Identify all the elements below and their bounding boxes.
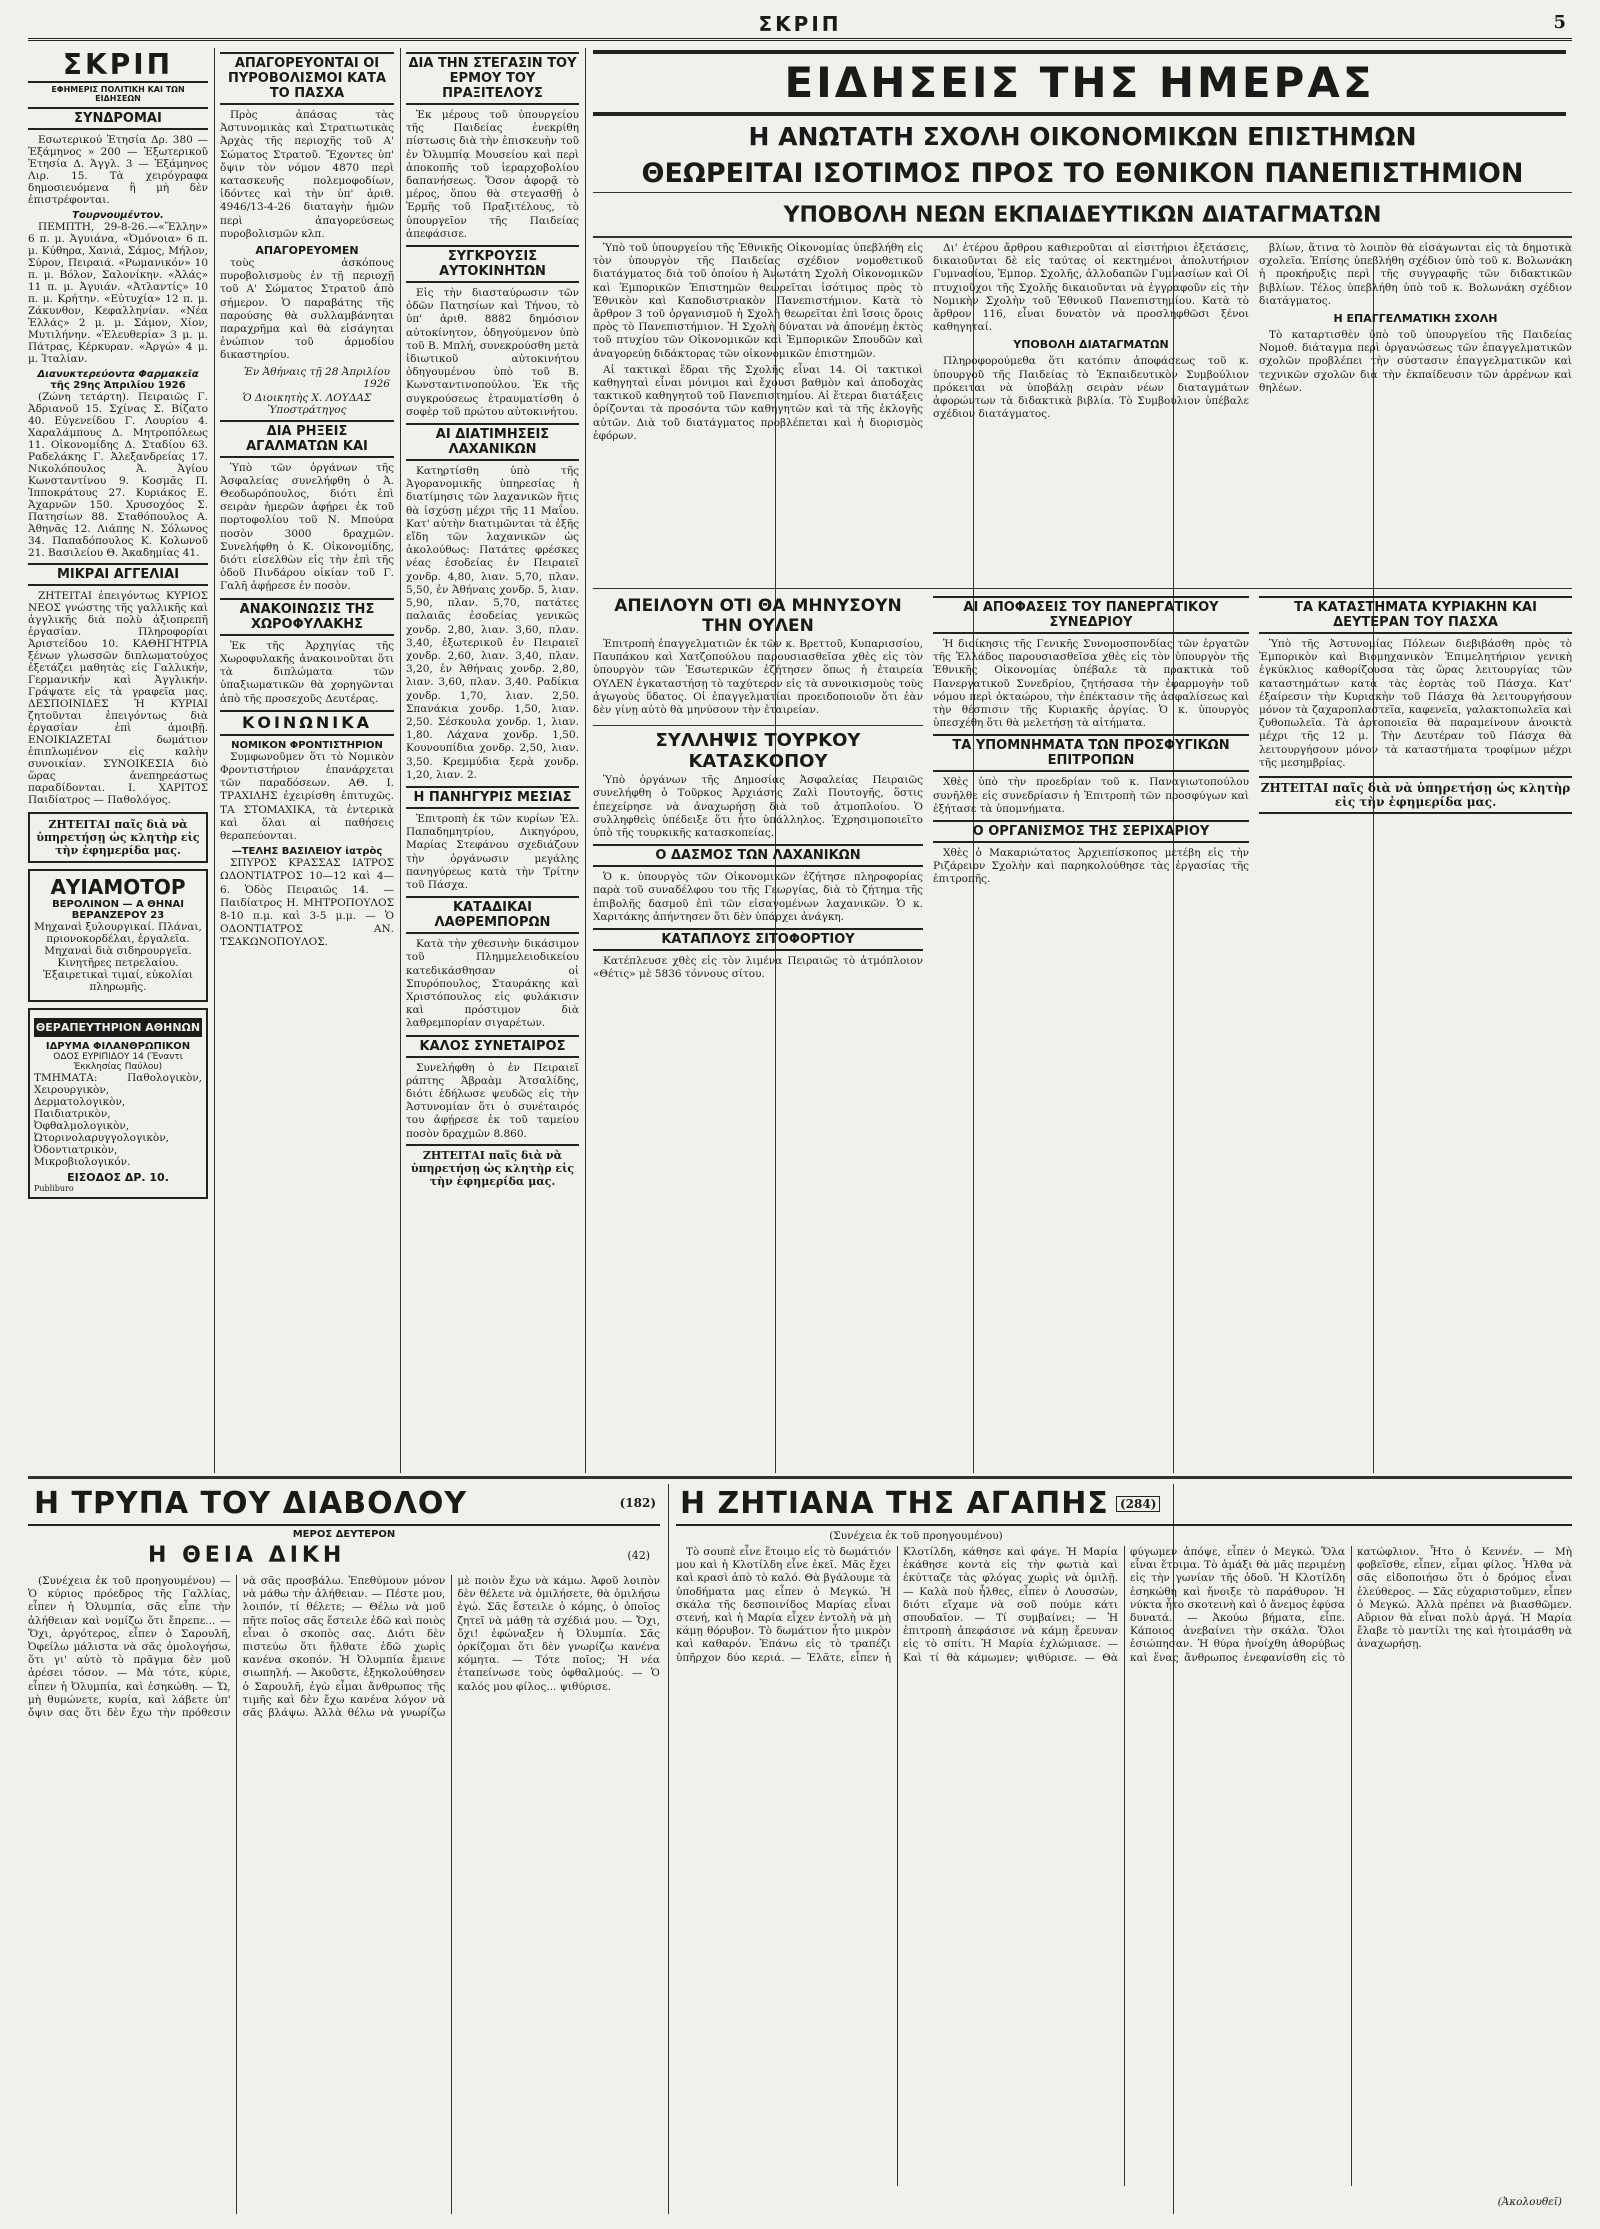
serial-2-continuation: (Συνέχεια ἐκ τοῦ προηγουμένου) (829, 1530, 1003, 1542)
article-text: Ὑπὸ τῶν ὀργάνων τῆς Ἀσφαλείας συνελήφθη ὁ Ἀ. Θεοδωρόπουλος, διότι ἐπὶ σειρὰν ἡμερῶν ἀφῄρει ἐκ τοῦ πορτοφολίου τοῦ Ν. Μπούρα ποσὸν 3000 δραχμῶν. Συνελήφθη ὁ Κ. Οἰκονομίδης, διότι εἰσελθὼν εἰς τὴν ἐπὶ τῆς ὁδοῦ Πινδάρου οἰκίαν τοῦ Γ. Γαλῆ ἀφῄρεσε ἐν ποσὸν. (220, 461, 394, 593)
ad-address: ΒΕΡΑΝΖΕΡΟΥ 23 (71, 910, 165, 921)
article-heading: ΑΝΑΚΟΙΝΩΣΙΣ ΤΗΣ ΧΩΡΟΦΥΛΑΚΗΣ (220, 598, 394, 636)
news-heading: ΑΠΕΙΛΟΥΝ ΟΤΙ ΘΑ ΜΗΝΥΣΟΥΝ ΤΗΝ ΟΥΛΕΝ (614, 596, 902, 636)
column-1 (28, 48, 208, 1468)
news-text: Ὑπὸ τῆς Ἀστυνομίας Πόλεων διεβιβάσθη πρὸς τὸ Ἐμπορικὸν καὶ Βιομηχανικὸν Ἐπιμελητήριον γενικὴ ἐγκύκλιος καθορίζουσα τὰς ὥρας λειτουργίας τῶν καταστημάτων κατὰ τὰς ἑορτὰς τοῦ Πάσχα. Κατ' ἐξαίρεσιν τὴν Κυριακὴν τοῦ Πάσχα θὰ λειτουργήσουν μόνον τὰ ζαχαροπλαστεῖα, καφενεῖα, γαλακτοπωλεῖα καὶ ζυθοπωλεῖα. Τὰ ἀρτοποιεῖα θὰ παραμείνουν ἀνοικτὰ μέχρι τῆς 12 μ. Τὴν Δευτέραν τοῦ Πάσχα θὰ λειτουργήσουν μόνον τὰ καταστήματα τροφίμων μέχρι τῆς μεσημβρίας. (1259, 638, 1572, 769)
article-heading: ΑΙ ΔΙΑΤΙΜΗΣΕΙΣ ΛΑΧΑΝΙΚΩΝ (406, 423, 579, 461)
clinic-heading: ΘΕΡΑΠΕΥΤΗΡΙΟΝ ΑΘΗΝΩΝ (34, 1018, 202, 1037)
shipping-text: ΠΕΜΠΤΗ, 29-8-26.—«Ἕλλην» 6 π. μ. Ἀγυιάνα, «Ὀμόνοια» 6 π. μ. Κύθηρα, Χανιά, Σάμος, Μήλον, Σύρον, Πειραιά. «Ρωμανικόν» 10 π. μ. Βόλον, Σαλονίκην. «Ἀλάς» 11 π. μ. Ἀγυιάν. «Ἀτλαντίς» 10 π. μ. Κρήτην. «Εὐτυχία» 12 π. μ. Ζάκυνθον, Κεφαλληνίαν. «Νέα Ἑλλάς» 2 μ. μ. Σάμον, Χίον, Μυτιλήνην. «Ἐλευθερία» 3 μ. μ. Πάτρας, Κέρκυραν. «Ἀργώ» 4 μ. μ. Ἰταλίαν. (28, 221, 208, 365)
serial-1-subtitle: Η ΘΕΙΑ ΔΙΚΗ (148, 1543, 346, 1568)
article-text: Συνελήφθη ὁ ἐν Πειραιεῖ ράπτης Ἀβραὰμ Ἀτσαλίδης, διότι ἐδήλωσε ψευδῶς εἰς τὴν Ἀστυνομίαν ὅτι ὁ συνέταιρός του ἀφῄρεσε ἐκ τοῦ ταμείου ποσὸν δραχμῶν 8.860. (406, 1061, 579, 1140)
news-text: Ὁ κ. ὑπουργὸς τῶν Οἰκονομικῶν ἐζήτησε πληροφορίας παρὰ τοῦ συναδέλφου του τῆς Γεωργίας, διὰ τὸ ζήτημα τῆς ἐπιβολῆς δασμοῦ ἐπὶ τῶν εἰσαγομένων λαχανικῶν. Ὁ κ. Χαριτάκης ἀπήντησεν ὅτι δὲν ὑπάρχει ἀνάγκη. (593, 871, 923, 923)
news-heading: ΚΑΤΑΠΛΟΥΣ ΣΙΤΟΦΟΡΤΙΟΥ (593, 928, 923, 951)
serial-2-text: Τὸ σουπὲ εἶνε ἕτοιμο εἰς τὸ δωμάτιόν μου καὶ ἡ Κλοτίλδη εἶνε ἐκεῖ. Μᾶς ἔχει καὶ κρασὶ ἀπὸ τὸ καλό. Θὰ βγάλουμε τὰ ὑποδήματα μας εἶπεν ὁ Μεγκώ. Ἡ σκάλα τῆς δεσποινίδος Μαρίας εἶναι στενή, καὶ ἡ Μαρία εἶχεν ἐντολὴ νὰ μὴ κάμῃ θόρυβον. Τὸ δωμάτιον ἦτο μικρὸν καὶ καθαρόν. Ἐπάνω εἰς τὸ τραπέζι ὑπῆρχον δύο κεριά. — Ἐλᾶτε, εἶπεν ἡ Κλοτίλδη, κάθησε καὶ φάγε. Ἡ Μαρία ἐκάθησε κοντὰ εἰς τὴν φωτιὰ καὶ ἐκύτταζε τὰς φλόγας χωρὶς νὰ ὁμιλῇ. — Καλὰ ποὺ ἦλθες, εἶπεν ὁ Λουσσὼν, διότι εἴχαμε νὰ σοῦ πούμε κάτι σπουδαῖον. — Τί συμβαίνει; — Ἡ ἐπιτροπὴ ἀπεφάσισε νὰ κάμῃ ἔρευναν εἰς τὸ σπίτι. Ἡ Μαρία ἐχλώμιασε. — Καὶ τί θὰ κάμωμεν; ψιθύρισε. — Θὰ φύγωμεν ἀπόψε, εἶπεν ὁ Μεγκώ. Ὅλα εἶναι ἕτοιμα. Τὸ ἁμάξι θὰ μᾶς περιμένῃ εἰς τὴν γωνίαν τῆς ὁδοῦ. Ἡ Κλοτίλδη ἐσηκώθη καὶ ἤνοιξε τὸ παράθυρον. Ἡ νύκτα ἦτο σκοτεινὴ καὶ ὁ ἄνεμος ἐφύσα δυνατά. — Ἀκούω βήματα, εἶπε. Κάποιος ἀνεβαίνει τὴν σκάλα. Ὅλοι ἐσιώπησαν. Ἡ θύρα ἠνοίχθη ἀθορύβως καὶ ἕνας ἄνθρωπος ἐνεφανίσθη εἰς τὸ κατώφλιον. Ἦτο ὁ Κεννέν. — Μὴ φοβεῖσθε, εἶπεν, εἶμαι φίλος. Ἦλθα νὰ σᾶς εἰδοποιήσω ὅτι ὁ δρόμος εἶναι ἐλεύθερος. — Σᾶς εὐχαριστοῦμεν, εἶπεν ὁ Μεγκώ. Ἀλλὰ πρέπει νὰ βιασθῶμεν. Αὔριον θὰ εἶναι πολὺ ἀργά. Ἡ Μαρία ἔλαβε τὸ μαντίλι της καὶ ἠτοιμάσθη νὰ ἀναχωρήσῃ. (676, 1546, 1572, 1664)
news-text: Ἐπιτροπὴ ἐπαγγελματιῶν ἐκ τῶν κ. Βρεττοῦ, Κυπαρισσίου, Παυπάκου καὶ Χατζοπούλου παρουσιασθεῖσα χθὲς εἰς τὸν ὑπουργὸν τῶν Ἐσωτερικῶν ἐζήτησεν ὅπως ἡ ἑταιρεία ΟΥΛΕΝ ἐγκαταστήσῃ τὸ ταχύτερον εἰς τὰ συνοικισμοὺς τοὺς ἀγωγοὺς ὕδατος. Οἱ ἐπαγγελματίαι προειδοποιοῦν ὅτι ἐὰν δὲν γίνῃ αὐτὸ θὰ μηνύσουν τὴν ἑταιρείαν. (593, 638, 923, 717)
page-number: 5 (1553, 12, 1566, 33)
news-lead-col-c (1259, 242, 1572, 582)
article-heading: ΚΑΛΟΣ ΣΥΝΕΤΑΙΡΟΣ (406, 1035, 579, 1058)
ad-text: Μηχαναὶ ξυλουργικαί. Πλάναι, πριονοκορδέλαι, ἐργαλεῖα. Μηχαναὶ διὰ σιδηρουργεῖα. Κινητῆρες πετρελαίου. Ἐξαιρετικαὶ τιμαί, εὐκολίαι πληρωμῆς. (34, 921, 202, 993)
clinic-subtitle: ΙΔΡΥΜΑ ΦΙΛΑΝΘΡΩΠΙΚΟΝ (45, 1041, 191, 1052)
news-heading: Ο ΔΑΣΜΟΣ ΤΩΝ ΛΑΧΑΝΙΚΩΝ (593, 844, 923, 867)
serial-1-body (28, 1575, 660, 2214)
article-text: Εἰς τὴν διασταύρωσιν τῶν ὁδῶν Πατησίων καὶ Τήνου, τὸ ὑπ' ἀριθ. 8882 δημόσιον αὐτοκίνητον, ὁδηγούμενον ὑπὸ τοῦ Β. Μπλή, συνεκρούσθη μετὰ ἰδιωτικοῦ αὐτοκινήτου ὁδηγουμένου ὑπὸ τοῦ Β. Κωνσταντινοπούλου. Ἐκ τῆς συγκρούσεως ἐτραυματίσθη ὁ σοφὲρ τοῦ πρώτου αὐτοκινήτου. (406, 287, 579, 418)
pharmacy-heading: Διανυκτερεύοντα Φαρμακεῖα (37, 369, 199, 380)
headline-rule (593, 236, 1572, 238)
article-text: τοὺς ἀσκόπους πυροβολισμοὺς ἐν τῇ περιοχῇ τοῦ Α' Σώματος Στρατοῦ ἀπὸ σήμερον. Ὁ παραβάτης τῆς παρούσης θὰ συλλαμβάνηται παραχρῆμα καὶ θὰ εἰσάγηται ἐνώπιον τοῦ ἀρμοδίου δικαστηρίου. (220, 257, 394, 362)
news-text: Ὑπὸ ὀργάνων τῆς Δημοσίας Ἀσφαλείας Πειραιῶς συνελήφθη ὁ Τοῦρκος Ἀρχιάσης Ζαλὶ Πουτογῆς, ὅστις ἐπεχείρησε νὰ ἀναχωρήσῃ διὰ τοῦ ἀτμοπλοίου. Ὁ συλληφθεὶς ὑπέδειξε ὅτι ἦτο ὑπάλληλος. Ἐχρησιμοποιεῖτο ὑπὸ τῆς τουρκικῆς κατασκοπείας. (593, 774, 923, 840)
news-lead-text: Ὑπὸ τοῦ ὑπουργείου τῆς Ἐθνικῆς Οἰκονομίας ὑπεβλήθη εἰς τὸν ὑπουργὸν τῆς Παιδείας σχέδιον νομοθετικοῦ διατάγματος διὰ τοῦ ὁποίου ἡ Ἀνωτάτη Σχολὴ Οἰκονομικῶν καὶ Ἐμπορικῶν Ἐπιστημῶν θεωρεῖται ἰσότιμος πρὸς τὸ Ἐθνικὸν καὶ Καποδιστριακὸν Πανεπιστήμιον. Κατὰ τὸ ἄρθρον 3 τοῦ ὀργανισμοῦ ἡ Σχολὴ θεωρεῖται ἐπὶ ἴσοις ὅροις πρὸς τὸ Πανεπιστήμιον. Ἡ Σχολὴ δύναται νὰ ἀπονέμῃ ἐκτὸς τοῦ πτυχίου τῶν Οἰκονομικῶν καὶ Ἐμπορικῶν Σπουδῶν καὶ ἀναγορεύῃ διδάκτορας τῶν οἰκονομικῶν ἐπιστημῶν. (593, 242, 923, 360)
ad-subtitle: ΒΕΡΟΛΙΝΟΝ — Α ΘΗΝΑΙ (52, 899, 184, 910)
article-date: Ἐν Ἀθήναις τῇ 28 Ἀπριλίου 1926 (243, 365, 390, 390)
article-subheading: ΑΠΑΓΟΡΕΥΟΜΕΝ (255, 244, 359, 258)
shipping-heading: Τουρνουμέντον. (72, 210, 164, 221)
article-signature: Ὁ Διοικητὴς Χ. ΛΟΥΔΑΣ Ὑποστράτηγος (242, 391, 372, 416)
article-text: Ἐκ μέρους τοῦ ὑπουργείου τῆς Παιδείας ἐνεκρίθη πίστωσις διὰ τὴν ἐπισκευὴν τοῦ ἐν Ὀλυμπίᾳ Μουσείου καὶ περὶ ἀποκοπῆς τοῦ ἱεραρχοβολίου δαπανήσεως. Ὅσον ἀφορᾷ τὸ μέρος, ὅπου θὰ στεγασθῇ ὁ Ἑρμῆς τοῦ Πραξιτέλους, τὸ ὑπουργεῖον τῆς Παιδείας ἀπεφάσισε. (406, 109, 579, 240)
news-col-1 (593, 592, 923, 1472)
clinic-price: ΕΙΣΟΔΟΣ ΔΡ. 10. (67, 1171, 169, 1184)
clinic-footer: Publiburo (34, 1184, 74, 1193)
news-heading: ΤΑ ΚΑΤΑΣΤΗΜΑΤΑ ΚΥΡΙΑΚΗΝ ΚΑΙ ΔΕΥΤΕΡΑΝ ΤΟΥ ΠΑΣΧΑ (1259, 596, 1572, 634)
social-subheading: —ΤΕΛΗΣ ΒΑΣΙΛΕΙΟΥ ἰατρὸς (231, 846, 383, 858)
clinic-address: ΟΔΟΣ ΕΥΡΙΠΙΔΟΥ 14 (Ἔναντι Ἐκκλησίας Παύλου) (53, 1052, 183, 1072)
article-heading: ΔΙΑ ΡΗΞΕΙΣ ΑΓΑΛΜΑΤΩΝ ΚΑΙ (220, 420, 394, 458)
classifieds-heading: ΜΙΚΡΑΙ ΑΓΓΕΛΙΑΙ (28, 563, 208, 586)
ad-brand: ΑΥΙΑΜΟΤΟΡ (50, 875, 186, 899)
news-lead-col-b (933, 242, 1249, 582)
serial-1-header (28, 1484, 660, 1526)
article-heading: ΚΑΤΑΔΙΚΑΙ ΛΑΘΡΕΜΠΟΡΩΝ (406, 896, 579, 934)
masthead (28, 10, 1572, 41)
social-heading: ΚΟΙΝΩΝΙΚΑ (220, 710, 394, 736)
serial-1-part: ΜΕΡΟΣ ΔΕΥΤΕΡΟΝ (292, 1529, 396, 1540)
article-text: Ἐκ τῆς Ἀρχηγίας τῆς Χωροφυλακῆς ἀνακοινοῦται ὅτι τὰ διπλώματα τῶν ὑπαξιωματικῶν θὰ χορηγῶνται ἀπὸ τῆς προσεχοῦς Δευτέρας. (220, 639, 394, 705)
news-lead-text: Δι' ἑτέρου ἄρθρου καθιεροῦται αἱ εἰσιτήριοι ἐξετάσεις, δικαιοῦνται δὲ εἰς ταύτας οἱ κεκτημένοι ἀπολυτήριον Γυμνασίου, Ἐμπορ. Σχολῆς, ἀλλοδαπῶν Γυμνασίων καὶ Οἱ πτυχιοῦχοι τῆς Σχολῆς δικαιοῦνται νὰ ἐγγραφοῦν εἰς τὴν Νομικὴν Σχολὴν τοῦ Ἐθνικοῦ Πανεπιστημίου. Κατὰ τὸ ἄρθρον 116, εἶναι δυνατὸν νὰ προσληφθῶσι ξένοι καθηγηταί. (933, 242, 1249, 334)
news-text: Ἡ διοίκησις τῆς Γενικῆς Συνομοσπονδίας τῶν ἐργατῶν τῆς Ἑλλάδος παρουσιασθεῖσα χθὲς εἰς τὸν ὑπουργὸν τῆς Ἐθνικῆς Οἰκονομίας ὑπέβαλε τὰ πρακτικὰ τοῦ Πανεργατικοῦ Συνεδρίου, ζητήσασα τὴν ἐφαρμογὴν τοῦ νόμου περὶ ὀκταώρου, τὴν ἐπέκτασιν τῆς ἀσφαλίσεως καὶ τὴν θέσπισιν τῆς Κυριακῆς ἀργίας. Ὁ κ. ὑπουργὸς ὑπεσχέθη ὅτι θὰ μελετήσῃ τὰ αἰτήματα. (933, 638, 1249, 730)
serial-2 (676, 1484, 1572, 2214)
column-3 (406, 48, 579, 1468)
classifieds-text: ΖΗΤΕΙΤΑΙ ἐπειγόντως ΚΥΡΙΟΣ ΝΕΟΣ γνώστης τῆς γαλλικῆς καὶ ἀγγλικῆς διὰ πολὺ ἀξιοπρεπῆ ἐργασίαν. Πληροφορίαι Ἀριστείδου 10. ΚΑΘΗΓΗΤΡΙΑ ξένων γλωσσῶν διπλωματούχος ἐξετάζει μαθητὰς εἰς Γαλλικήν, Γερμανικήν καὶ Ἀγγλικήν. Γράψατε εἰς τὰ γραφεῖα μας. ΔΕΣΠΟΙΝΙΔΕΣ Ἡ ΚΥΡΙΑΙ ζητοῦνται ἐπειγόντως διὰ ἐργασίαν ἐπὶ ἀμοιβῇ. ΕΝΟΙΚΙΑΖΕΤΑΙ δωμάτιον ἐπιπλωμένον εἰς καλὴν συνοικίαν. ΣΥΝΟΙΚΕΣΙΑ διὸ ὥρας ἀνεπηρεάστως παραδίδονται. Ι. ΧΑΡΙΤΟΣ Παιδίατρος — Παθολόγος. (28, 590, 208, 806)
news-heading: ΤΑ ΥΠΟΜΝΗΜΑΤΑ ΤΩΝ ΠΡΟΣΦΥΓΙΚΩΝ ΕΠΙΤΡΟΠΩΝ (933, 734, 1249, 772)
news-lead-col-a (593, 242, 923, 582)
serial-2-header (676, 1484, 1572, 1526)
news-headline-2: ΘΕΩΡΕΙΤΑΙ ΙΣΟΤΙΜΟΣ ΠΡΟΣ ΤΟ ΕΘΝΙΚΟΝ ΠΑΝΕΠΙΣΤΗΜΙΟΝ (593, 158, 1572, 193)
article-text: Πρὸς ἁπάσας τὰς Ἀστυνομικὰς καὶ Στρατιωτικὰς Ἀρχὰς τῆς περιοχῆς τοῦ Α' Σώματος Στρατοῦ. Ἔχοντες ὑπ' ὄψιν τὸν νόμον 4870 περὶ κατασκευῆς πολεμοφοδίων, ἰδόντες καὶ τὴν ὑπ' ἀριθ. 4946/13-4-26 διαταγὴν ἡμῶν περὶ ἀπαγορεύσεως πυροβολισμῶν κλπ. (220, 109, 394, 240)
article-text: Ἐπιτροπὴ ἐκ τῶν κυρίων Ἐλ. Παπαδημητρίου, Δικηγόρου, Μαρίας Στεφάνου σχεδιάζουν τὴν ὀργάνωσιν μεγάλης πανηγύρεως κατὰ τὴν Τρίτην τοῦ Πάσχα. (406, 812, 579, 891)
serial-2-title: Η ΖΗΤΙΑΝΑ ΤΗΣ ΑΓΑΠΗΣ (680, 1486, 1109, 1521)
news-col-2 (933, 592, 1249, 1472)
news-text: Κατέπλευσε χθὲς εἰς τὸν λιμένα Πειραιῶς τὸ ἀτμόπλοιον «Θέτις» μὲ 5836 τόννους σίτου. (593, 955, 923, 981)
social-subheading: ΝΟΜΙΚΟΝ ΦΡΟΝΤΙΣΤΗΡΙΟΝ (231, 739, 383, 751)
news-col-3 (1259, 592, 1572, 1472)
news-headline-1: Η ΑΝΩΤΑΤΗ ΣΧΟΛΗ ΟΙΚΟΝΟΜΙΚΩΝ ΕΠΙΣΤΗΜΩΝ (748, 122, 1417, 151)
news-headline-3: ΥΠΟΒΟΛΗ ΝΕΩΝ ΕΚΠΑΙΔΕΥΤΙΚΩΝ ΔΙΑΤΑΓΜΑΤΩΝ (783, 203, 1382, 228)
masthead-title: ΣΚΡΙΠ (758, 12, 842, 36)
article-heading: ΑΠΑΓΟΡΕΥΟΝΤΑΙ ΟΙ ΠΥΡΟΒΟΛΙΣΜΟΙ ΚΑΤΑ ΤΟ ΠΑΣΧΑ (220, 52, 394, 105)
news-lead-subheading: ΥΠΟΒΟΛΗ ΔΙΑΤΑΓΜΑΤΩΝ (1013, 338, 1169, 352)
serial-1 (28, 1484, 660, 2214)
pharmacy-date: τῆς 29ης Ἀπριλίου 1926 (50, 380, 186, 391)
social-text: ΣΠΥΡΟΣ ΚΡΑΣΣΑΣ ΙΑΤΡΟΣ ΩΔΟΝΤΙΑΤΡΟΣ 10—12 καὶ 4—6. Ὁδὸς Πειραιῶς 14. — Παιδίατρος Η. ΜΗΤΡΟΠΟΥΛΟΣ 8-10 π.μ. καὶ 3-5 μ.μ. — Ὁ ΟΔΟΝΤΙΑΤΡΟΣ ΑΝ. ΤΣΑΚΩΝΟΠΟΥΛΟΣ. (220, 857, 394, 949)
article-heading: ΣΥΓΚΡΟΥΣΙΣ ΑΥΤΟΚΙΝΗΤΩΝ (406, 245, 579, 283)
serial-1-number: (182) (619, 1496, 656, 1510)
news-heading: ΣΥΛΛΗΨΙΣ ΤΟΥΡΚΟΥ ΚΑΤΑΣΚΟΠΟΥ (593, 725, 923, 772)
column-rule (668, 1484, 669, 2214)
section-divider (28, 1476, 1572, 1479)
clinic-text: ΤΜΗΜΑΤΑ: Παθολογικὸν, Χειρουργικὸν, Δερματολογικὸν, Παιδιατρικὸν, Ὀφθαλμολογικὸν, Ὠτορινολαρυγγολογικὸν, Ὀδοντιατρικὸν, Μικροβιολογικόν. (34, 1072, 202, 1168)
news-lead-text: Τὸ καταρτισθὲν ὑπὸ τοῦ ὑπουργείου τῆς Παιδείας Νομοθ. διάταγμα περὶ ὀργανώσεως τῶν ἐπαγγελματικῶν σχολῶν προβλέπει τὴν σύστασιν ἐπαγγελματικῶν καὶ τεχνικῶν σχολῶν διὰ τὴν ἐκπαίδευσιν τῶν ἀρρένων καὶ θηλέων. (1259, 329, 1572, 394)
article-heading: Η ΠΑΝΗΓΥΡΙΣ ΜΕΣΙΑΣ (406, 786, 579, 809)
subscriptions-text: Εσωτερικού Ἐτησία Δρ. 380 — Ἐξάμηνος » 200 — Ἐξωτερικοῦ Ἐτησία Δ. Ἀγγλ. 3 — Ἐξάμηνος Λιρ. 15. Τὰ χειρόγραφα δημοσιευόμενα ἢ μὴ δὲν ἐπιστρέφονται. (28, 134, 208, 206)
serial-1-title: Η ΤΡΥΠΑ ΤΟΥ ΔΙΑΒΟΛΟΥ (34, 1486, 468, 1521)
motto: ΕΦΗΜΕΡΙΣ ΠΟΛΙΤΙΚΗ ΚΑΙ ΤΩΝ ΕΙΔΗΣΕΩΝ (51, 85, 185, 103)
serial-2-body (676, 1546, 1572, 2186)
newspaper-page (28, 10, 1572, 2215)
social-text: Συμφωνοῦμεν ὅτι τὸ Νομικὸν Φροντιστήριον ἐπανάρχεται τῶν παραδόσεων. ΑΘ. Ι. ΤΡΑΧΙΛΗΣ ἐχειρίσθη ἐπιτυχῶς. ΤΑ ΣΤΟΜΑΧΙΚΑ, τὰ ἐντερικὰ καὶ ὅλαι αἱ παθήσεις θεραπεύονται. (220, 750, 394, 842)
news-heading: ΑΙ ΑΠΟΦΑΣΕΙΣ ΤΟΥ ΠΑΝΕΡΓΑΤΙΚΟΥ ΣΥΝΕΔΡΙΟΥ (933, 596, 1249, 634)
news-lead-subheading: Η ΕΠΑΓΓΕΛΜΑΤΙΚΗ ΣΧΟΛΗ (1333, 312, 1498, 326)
subscriptions-heading: ΣΥΝΔΡΟΜΑΙ (28, 107, 208, 130)
serial-1-subheader (28, 1543, 660, 1569)
serial-1-text: (Συνέχεια ἐκ τοῦ προηγουμένου) — Ὁ κύριος πρόεδρος τῆς Γαλλίας, εἶπεν ἡ Ὀλυμπία, σᾶς εἶπε τὴν ἀλήθειαν καὶ νομίζω ὅτι ἔπρεπε... — Ὅχι, ἀργότερος, εἶπεν ὁ Σαρουλῆ, Ὀφείλω μάλιστα νὰ σᾶς ὁμολογήσω, ὅτι γι' αὐτὸ τὸ πρᾶγμα δὲν μοῦ ἀρέσει τόσον. — Μὰ τότε, κύριε, εἶπεν ἡ Ὀλυμπία, καὶ ἐσηκώθη. — Ὤ, μὴ θυμώνετε, κυρία, καὶ λάβετε ὑπ' ὄψιν σας ὅτι δὲν ἔχω τὴν πρόθεσιν νὰ σᾶς προσβάλω. Ἐπεθύμουν μόνον νὰ μάθω τὴν ἀλήθειαν. — Πέστε μου, λοιπόν, τί θέλετε; — Θέλω νὰ μοῦ πῆτε ποῖος σᾶς ἔστειλε ἐδῶ καὶ ποιὸς εἶναι ὁ σκοπὸς σας. Διότι δὲν πιστεύω ὅτι ἤλθατε ἐδῶ χωρὶς κανένα σκοπόν. Ἡ Ὀλυμπία ἔμεινε σιωπηλή. — Ἀκοῦστε, ἐξηκολούθησεν ὁ Σαρουλῆ, ἐγὼ εἶμαι ἄνθρωπος τῆς τιμῆς καὶ δὲν ἔχω κανένα λόγον νὰ σᾶς βλάψω. Ἀλλὰ θέλω νὰ γνωρίζω μὲ ποιὸν ἔχω νὰ κάμω. Ἀφοῦ λοιπὸν δὲν θέλετε νὰ ὁμιλήσετε, θὰ ὁμιλήσω ἐγώ. Σᾶς ἔστειλε ὁ κόμης, ὁ ὁποῖος ζητεῖ νὰ μάθῃ τὰ σχέδιά μου. — Ὄχι, ὄχι! ἐφώναξεν ἡ Ὀλυμπία. Σᾶς ὁρκίζομαι ὅτι δὲν γνωρίζω κανένα κόμητα. — Τότε ποῖος; Ἡ νέα ἐταπείνωσε τοὺς ὀφθαλμούς. — Ὁ καλός μου φίλος... ψιθύρισε. (28, 1575, 660, 1720)
news-text: Χθὲς ὁ Μακαριώτατος Ἀρχιεπίσκοπος μετέβη εἰς τὴν Ριζάρειον Σχολὴν καὶ παρηκολούθησε τὰς ἐργασίας τῆς ἐπιτροπῆς. (933, 847, 1249, 886)
column-rule (214, 48, 215, 1473)
news-rule (593, 588, 1572, 589)
wanted-notice: ΖΗΤΕΙΤΑΙ παῖς διὰ νὰ ὑπηρετήσῃ ὡς κλητὴρ εἰς τὴν ἐφημερίδα μας. (28, 812, 208, 863)
logo: ΣΚΡΙΠ (28, 48, 208, 83)
column-rule (400, 48, 401, 1473)
advertisement-clinic (28, 1008, 208, 1199)
article-text: Κατηρτίσθη ὑπὸ τῆς Ἀγορανομικῆς ὑπηρεσίας ἡ διατίμησις τῶν λαχανικῶν ἥτις θὰ ἰσχύσῃ μέχρι τῆς 11 Μαΐου. Κατ' αὐτὴν διατιμῶνται τὰ ἑξῆς εἴδη τῶν λαχανικῶν ὡς ἀκολούθως: Πατάτες φρέσκες νέας ἐσοδείας ἐν Πειραιεῖ χονδρ. 4,80, λιαν. 5,70, πλαν. 5,50, ἐν Ἀθήναις χονδρ. 5, λιαν. 5,90, πλαν. 5,70, πατάτες παλαιᾶς ἐσοδείας γενικῶς χονδρ. 2,80, λιαν. 3,60, πλαν. 3,40, ἐξωτερικοῦ ἐν Πειραιεῖ χονδρ. 2,60, λιαν. 3,40, πλαν. 3,20, ἐν Ἀθήναις χονδρ. 2,80, λιαν. 3,60, πλαν. 3,40. Ραδίκια χονδρ. 1,70, λιαν. 2,50. Σπανάκια χονδρ. 1,50, λιαν. 2,50. Σέσκουλα χονδρ. 1, λιαν. 1,80. Λάχανα χονδρ. 1,50. Κουνουπίδια χονδρ. 2,50, λιαν. 3,50. Κρεμμύδια ξερὰ χονδρ. 1,20, λιαν. 2. (406, 465, 579, 781)
article-text: Κατὰ τὴν χθεσινὴν δικάσιμον τοῦ Πλημμελειοδικείου κατεδικάσθησαν οἱ Σπυρόπουλος, Σταυράκης καὶ Χριστόπουλος εἰς φυλάκισιν καὶ πρόστιμον διὰ λαθρεμπορίαν σιγαρέτων. (406, 938, 579, 1030)
wanted-notice: ΖΗΤΕΙΤΑΙ παῖς διὰ νὰ ὑπηρετήσῃ ὡς κλητὴρ εἰς τὴν ἐφημερίδα μας. (406, 1144, 579, 1188)
news-heading: Ο ΟΡΓΑΝΙΣΜΟΣ ΤΗΣ ΣΕΡΙΧΑΡΙΟΥ (933, 820, 1249, 843)
news-text: Χθὲς ὑπὸ τὴν προεδρίαν τοῦ κ. Παναγιωτοπούλου συνῆλθε εἰς συνεδρίασιν ἡ Ἐπιτροπὴ τῶν προσφύγων καὶ ἐξήτασε τὰ ὑπομνήματα. (933, 776, 1249, 815)
news-lead-text: βλίων, ἅτινα τὸ λοιπὸν θὰ εἰσάγωνται εἰς τὰ δημοτικὰ σχολεῖα. Ἐπίσης ὑπεβλήθη σχέδιον ὑπὸ τοῦ κ. Βολωνάκη ἡ προκήρυξις περὶ τῆς συγγραφῆς τῶν διδακτικῶν βιβλίων. Τέλος ὑπεβλήθη ὑπὸ τοῦ κ. Βολωνάκη σχέδιον διατάγματος. (1259, 242, 1572, 307)
pharmacy-text: (Ζώνη τετάρτη). Πειραιῶς Γ. Ἀδριανοῦ 15. Σχίνας Σ. Βίζατο 40. Εὐγενείδου Γ. Λουρίου 4. Χαραλάμπους Δ. Μητροπόλεως 11. Οἰκονομίδης Δ. Σταδίου 63. Ραδελάκης Γ. Ἀλεξανδρείας 17. Νικολόπουλος Ἀ. Ἁγίου Κωνσταντίνου 9. Κοσμᾶς Π. Ἱπποκράτους 27. Κυριάκος Ε. Ἀχαρνῶν 150. Χρυσοχόος Σ. Πατησίων 88. Σταθόπουλος Α. Ἀθηνᾶς 12. Λιάπης Ν. Σόλωνος 34. Παπαδόπουλος Κ. Κολωνοῦ 21. Βασιλείου Θ. Ἀκαδημίας 41. (28, 391, 208, 559)
column-rule (585, 48, 586, 1473)
serial-1-subnumber: (42) (627, 1549, 650, 1562)
news-banner: ΕΙΔΗΣΕΙΣ ΤΗΣ ΗΜΕΡΑΣ (593, 50, 1566, 116)
news-lead-text: Πληροφορούμεθα ὅτι κατόπιν ἀποφάσεως τοῦ κ. ὑπουργοῦ τῆς Παιδείας τὸ Ἐκπαιδευτικὸν Συμβούλιον πρόκειται νὰ ὑποβάλῃ σειρὰν νέων διαταγμάτων ἀφορώντων τὰ διδακτικὰ βιβλία. Τὸ Συμβούλιον ὑπέβαλε σχέδιον διατάγματος. (933, 355, 1249, 421)
serial-2-continued: (Ἀκολουθεῖ) (1497, 2196, 1562, 2208)
article-heading: ΔΙΑ ΤΗΝ ΣΤΕΓΑΣΙΝ ΤΟΥ ΕΡΜΟΥ ΤΟΥ ΠΡΑΞΙΤΕΛΟΥΣ (406, 52, 579, 105)
wanted-notice: ΖΗΤΕΙΤΑΙ παῖς διὰ νὰ ὑπηρετήσῃ ὡς κλητὴρ εἰς τὴν ἐφημερίδα μας. (1259, 776, 1572, 814)
serial-2-number: (284) (1116, 1496, 1160, 1512)
column-2 (220, 48, 394, 1468)
advertisement-motor (28, 869, 208, 1002)
news-lead-text: Αἱ τακτικαὶ ἕδραι τῆς Σχολῆς εἶναι 14. Οἱ τακτικοὶ καθηγηταὶ εἶναι μόνιμοι καὶ ἔχουσι βαθμὸν καὶ ἀποδοχὰς τακτικοῦ καθηγητοῦ τοῦ Πανεπιστημίου. Αἱ ἕτεραι διατάξεις ὁρίζονται τὰ προσόντα τῶν καθηγητῶν καὶ τὰ τῆς ἐκλογῆς αὐτῶν. Διὰ τοῦ διατάγματος προβλέπεται καὶ ἡ διορισμὸς ἐφόρων. (593, 363, 923, 442)
